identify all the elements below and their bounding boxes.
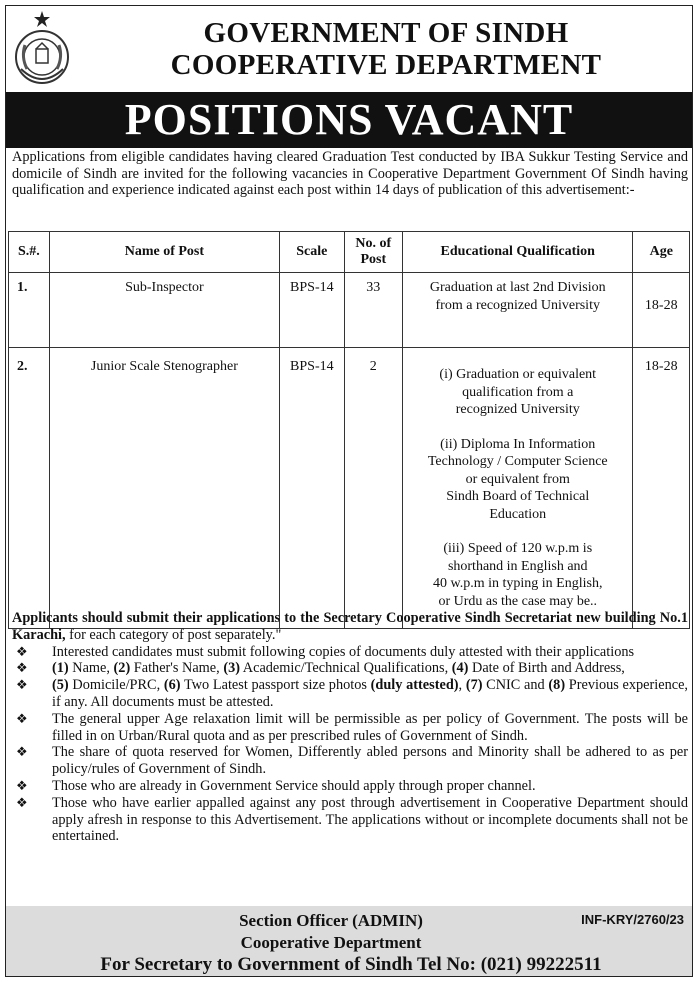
edu-line: (iii) Speed of 120 w.p.m is — [443, 541, 593, 556]
doc-text: Name, — [68, 660, 114, 677]
edu-line: from a recognized University — [435, 297, 600, 313]
edu-line: 40 w.p.m in typing in English, — [433, 576, 603, 591]
edu-line: Education — [489, 506, 547, 522]
doc-text: Academic/Technical Qualifications, — [239, 660, 452, 677]
list-item — [12, 644, 688, 661]
doc-number: (8) — [548, 677, 566, 694]
list-item — [12, 660, 688, 677]
doc-number: (6) — [163, 677, 181, 694]
list-item — [12, 711, 688, 745]
bullet-text: The share of quota reserved for Women, Differently abled persons and Minority shall be adhered to as per policy/rules of Government of Sindh. — [52, 744, 688, 778]
requirements-list — [12, 644, 688, 846]
doc-number: (4) — [451, 660, 469, 677]
row-post: Sub-Inspector — [49, 273, 279, 348]
doc-text: Domicile/PRC, — [68, 677, 164, 694]
bullet-text: Those who are already in Government Service should apply through proper channel. — [52, 777, 536, 794]
doc-number: (5) — [52, 677, 69, 694]
edu-line: (i) Graduation or equivalent — [439, 367, 597, 382]
bullet-text: The general upper Age relaxation limit will be permissible as per policy of Government. The posts will be filled in on Urban/Rural quota and as per prescribed rules of Government of Sindh. — [52, 710, 688, 744]
doc-number: (2) — [113, 660, 131, 677]
submission-address: Applicants should submit their applications to the Secretary Cooperative Sindh Secretariat new building No.1 Karachi, — [12, 610, 688, 643]
submission-instruction — [12, 610, 688, 644]
col-header-education: Educational Qualification — [403, 232, 633, 273]
doc-number: (7) — [465, 677, 483, 694]
edu-line: (ii) Diploma In Information — [440, 436, 596, 452]
row-no-of-post: 2 — [344, 348, 402, 629]
diamond-bullet-icon: ❖ — [16, 660, 28, 676]
table-row — [9, 348, 690, 629]
signatory-contact: For Secretary to Government of Sindh Tel No: (021) 99222511 — [100, 954, 602, 975]
intro-paragraph: Applications from eligible candidates having cleared Graduation Test conducted by IBA Sukkur Testing Service and domicile of Sindh are invited for the following vacancies in Cooperative Department Government Of Sindh having qualification and experience indicated against each post within 14 days of publication of this advertisement:- — [12, 149, 688, 198]
doc-text: , — [458, 677, 466, 694]
diamond-bullet-icon: ❖ — [16, 643, 28, 659]
edu-line: or Urdu as the case may be.. — [438, 593, 598, 609]
col-header-sn: S.#. — [9, 232, 50, 273]
diamond-bullet-icon: ❖ — [16, 777, 28, 793]
row-education — [403, 273, 633, 348]
row-sn: 2. — [9, 348, 50, 629]
edu-line: or equivalent from — [465, 471, 570, 487]
sindh-government-emblem-icon — [11, 9, 73, 89]
reference-number: INF-KRY/2760/23 — [581, 912, 684, 927]
col-header-post: Name of Post — [49, 232, 279, 273]
col-header-no-of-post — [344, 232, 402, 273]
edu-line: Sindh Board of Technical — [446, 489, 590, 504]
doc-text: Father's Name, — [130, 660, 224, 677]
list-item — [12, 795, 688, 845]
table-row — [9, 273, 690, 348]
diamond-bullet-icon: ❖ — [16, 744, 28, 760]
list-item — [12, 778, 688, 795]
edu-line: shorthand in English and — [447, 558, 588, 574]
diamond-bullet-icon: ❖ — [16, 794, 28, 810]
spacer — [403, 419, 632, 436]
col-header-no-label: No. of Post — [355, 236, 392, 267]
instructions-section — [12, 610, 688, 845]
signatory-department: Cooperative Department — [240, 933, 422, 952]
doc-text: Date of Birth and Address, — [468, 660, 625, 677]
doc-text: Previous experience, if any. All documents must be attested. — [52, 677, 689, 710]
header-department: COOPERATIVE DEPARTMENT — [170, 49, 602, 81]
bullet-text: Those who have earlier appalled against any post through advertisement in Cooperative Department should apply afresh in response to this Advertisement. The applications without or incomplete documents shall not be entertained. — [52, 794, 688, 845]
advertisement-page — [5, 5, 693, 977]
edu-line: Technology / Computer Science — [427, 454, 608, 469]
doc-text: Two Latest passport size photos — [180, 677, 371, 694]
edu-line: Graduation at last 2nd Division — [429, 280, 606, 295]
row-age: 18-28 — [633, 348, 690, 629]
row-sn: 1. — [9, 273, 50, 348]
row-scale: BPS-14 — [280, 273, 344, 348]
col-header-scale: Scale — [280, 232, 344, 273]
spacer — [403, 523, 632, 540]
positions-vacant-banner: POSITIONS VACANT — [6, 92, 692, 148]
doc-number: (3) — [223, 660, 240, 677]
doc-number: (1) — [52, 660, 69, 677]
doc-text: CNIC and — [482, 677, 549, 694]
row-scale: BPS-14 — [280, 348, 344, 629]
row-education — [403, 348, 633, 629]
header-government: GOVERNMENT OF SINDH — [203, 17, 569, 49]
table-header-row — [9, 232, 690, 273]
row-post: Junior Scale Stenographer — [49, 348, 279, 629]
signatory-title: Section Officer (ADMIN) — [239, 911, 423, 930]
list-item — [12, 744, 688, 778]
edu-line: qualification from a — [462, 384, 574, 400]
diamond-bullet-icon: ❖ — [16, 710, 28, 726]
edu-line: recognized University — [455, 402, 580, 417]
diamond-bullet-icon: ❖ — [16, 677, 28, 693]
col-header-age: Age — [633, 232, 690, 273]
list-item — [12, 677, 688, 711]
signature-footer — [6, 906, 692, 977]
duly-attested-note: (duly attested) — [370, 677, 459, 694]
vacancies-table — [8, 231, 690, 629]
submission-note: for each category of post separately." — [65, 626, 282, 643]
row-age: 18-28 — [633, 273, 690, 348]
row-no-of-post: 33 — [344, 273, 402, 348]
bullet-text: Interested candidates must submit following copies of documents duly attested with their applications — [52, 643, 635, 660]
